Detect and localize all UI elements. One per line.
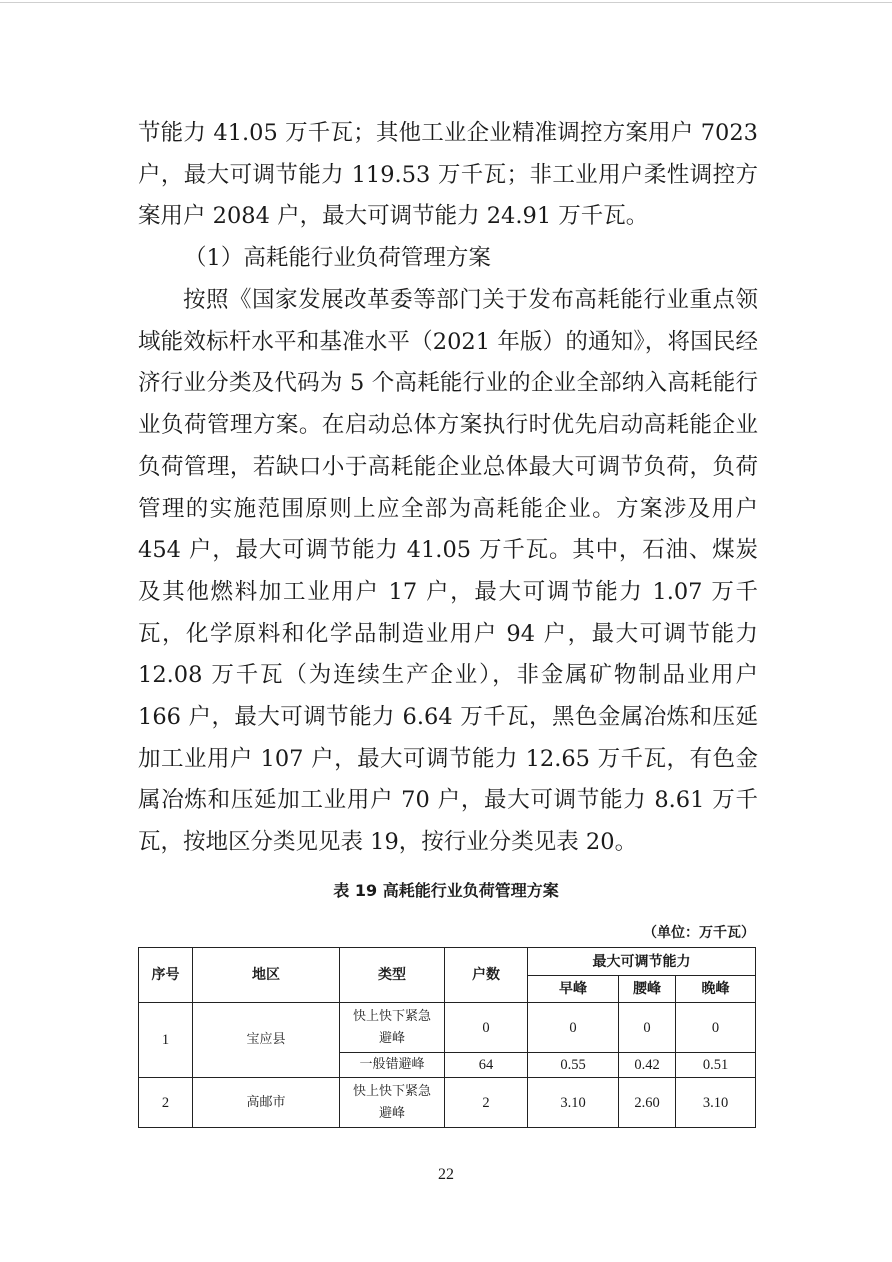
section-heading: （1）高耗能行业负荷管理方案 (184, 245, 491, 271)
cell-evening: 0.51 (676, 1053, 756, 1078)
cell-midday: 0.42 (619, 1053, 676, 1078)
cell-region: 宝应县 (193, 1003, 340, 1078)
cell-households: 0 (445, 1003, 528, 1053)
header-region: 地区 (193, 948, 340, 1003)
cell-morning: 0 (528, 1003, 619, 1053)
paragraph-main: 按照《国家发展改革委等部门关于发布高耗能行业重点领域能效标杆水平和基准水平（2021 年版）的通知》，将国民经济行业分类及代码为 5 个高耗能行业的企业全部纳入高耗能行业负荷管理方案。在启动总体方案执行时优先启动高耗能企业负荷管理，若缺口小于高耗能企业总体最大可调节负荷，负荷管理的实施范围原则上应全部为高耗能企业。方案涉及用户 454 户，最大可调节能力 41.05 万千瓦。其中，石油、煤炭及其他燃料加工业用户 17 户，最大可调节能力 1.07 万千瓦，化学原料和化学品制造业用户 94 户，最大可调节能力 12.08 万千瓦（为连续生产企业），非金属矿物制品业用户 166 户，最大可调节能力 6.64 万千瓦，黑色金属冶炼和压延加工业用户 107 户，最大可调节能力 12.65 万千瓦，有色金属冶炼和压延加工业用户 70 户，最大可调节能力 8.61 万千瓦，按地区分类见见表 19，按行业分类见表 20。 (138, 287, 758, 856)
cell-households: 2 (445, 1078, 528, 1128)
header-seq: 序号 (139, 948, 193, 1003)
header-households: 户数 (445, 948, 528, 1003)
header-morning-peak: 早峰 (528, 976, 619, 1003)
cell-morning: 3.10 (528, 1078, 619, 1128)
cell-midday: 0 (619, 1003, 676, 1053)
header-evening-peak: 晚峰 (676, 976, 756, 1003)
cell-evening: 0 (676, 1003, 756, 1053)
paragraph-continued: 节能力 41.05 万千瓦；其他工业企业精准调控方案用户 7023 户，最大可调节能力 119.53 万千瓦；非工业用户柔性调控方案用户 2084 户，最大可调节能力 24.91 万千瓦。 (138, 120, 758, 230)
cell-households: 64 (445, 1053, 528, 1078)
cell-seq: 1 (139, 1003, 193, 1078)
cell-morning: 0.55 (528, 1053, 619, 1078)
cell-seq: 2 (139, 1078, 193, 1128)
page-top-border (0, 2, 892, 3)
table-caption: 表 19 高耗能行业负荷管理方案 (333, 881, 559, 900)
header-midday-peak: 腰峰 (619, 976, 676, 1003)
table-row (139, 1003, 756, 1053)
load-management-table (138, 947, 756, 1128)
table-row (139, 1078, 756, 1128)
page-number: 22 (438, 1166, 454, 1183)
cell-type: 一般错避峰 (340, 1053, 445, 1078)
cell-midday: 2.60 (619, 1078, 676, 1128)
cell-evening: 3.10 (676, 1078, 756, 1128)
cell-type: 快上快下紧急避峰 (340, 1003, 445, 1053)
table-header-row (139, 948, 756, 976)
header-capacity: 最大可调节能力 (528, 948, 756, 976)
table-unit-note: （单位：万千瓦） (643, 925, 755, 941)
header-type: 类型 (340, 948, 445, 1003)
cell-type: 快上快下紧急避峰 (340, 1078, 445, 1128)
cell-region: 高邮市 (193, 1078, 340, 1128)
